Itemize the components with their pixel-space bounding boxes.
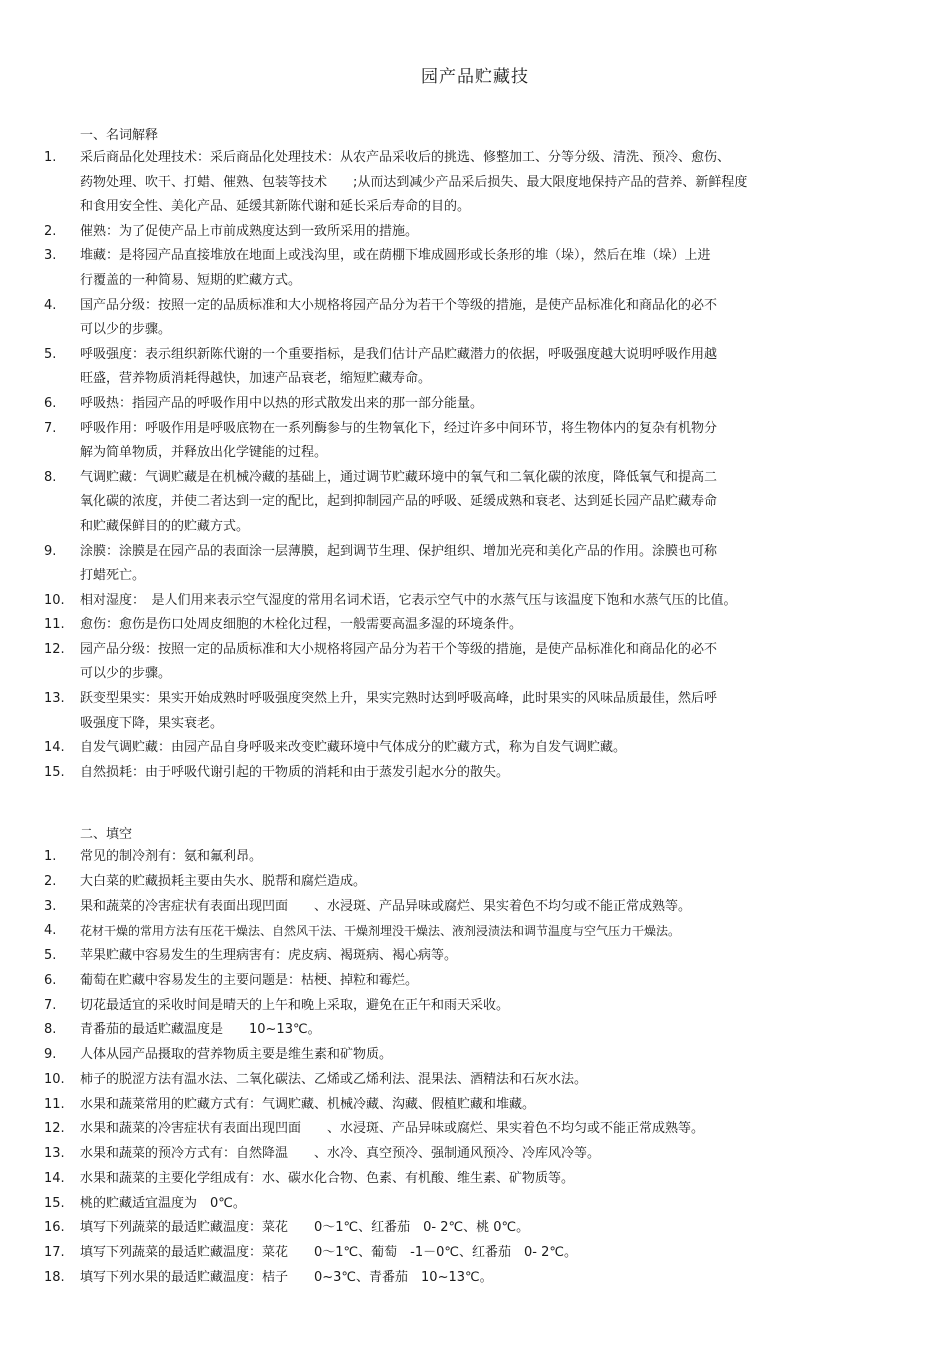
item-text: 果和蔬菜的冷害症状有表面出现凹面 、水浸斑、产品异味或腐烂、果实着色不均匀或不能正常成熟等。 [80,898,692,914]
item-number: 12. [44,641,65,657]
item-number: 9. [44,1047,57,1062]
item-text: 切花最适宜的采收时间是晴天的上午和晚上采取，避免在正午和雨天采收。 [80,997,510,1013]
item-number: 13. [44,1146,65,1161]
list-item [0,944,950,969]
item-number: 5. [44,346,57,362]
item-text: 葡萄在贮藏中容易发生的主要问题是：枯梗、掉粒和霉烂。 [80,972,419,988]
item-number: 16. [44,1220,65,1236]
item-number: 11. [44,617,65,633]
list-item [0,392,950,417]
item-line: 药物处理、吹干、打蜡、催熟、包装等技术 ;从而达到减少产品采后损失、最大限度地保持产品的营养、新鲜程度 [80,174,748,190]
item-line: 自然损耗：由于呼吸代谢引起的干物质的消耗和由于蒸发引起水分的散失。 [80,764,510,780]
section-heading-definitions: 一、名词解释 [80,128,159,143]
list-item [0,589,950,614]
list-item [0,540,950,589]
list-item [0,244,950,293]
list-item [0,736,950,761]
item-text: 水果和蔬菜常用的贮藏方式有：气调贮藏、机械冷藏、沟藏、假植贮藏和堆藏。 [80,1096,536,1112]
item-text: 填写下列蔬菜的最适贮藏温度：菜花 0～1℃、葡萄 -1－0℃、红番茄 0- 2℃。 [80,1245,577,1260]
item-number: 1. [44,150,57,165]
list-item [0,146,950,220]
item-line: 旺盛，营养物质消耗得越快，加速产品衰老，缩短贮藏寿命。 [80,371,432,387]
list-item [0,1117,950,1142]
item-number: 3. [44,248,57,264]
item-number: 6. [44,972,57,988]
list-item [0,761,950,786]
item-number: 7. [44,997,57,1013]
item-line: 打蜡死亡。 [80,568,146,584]
item-text: 苹果贮藏中容易发生的生理病害有：虎皮病、褐斑病、褐心病等。 [80,948,458,963]
definitions-list [0,146,950,785]
item-line: 堆藏：是将园产品直接堆放在地面上或浅沟里，或在荫棚下堆成圆形或长条形的堆（垛），然后在堆（垛）上进 [80,248,711,264]
item-number: 12. [44,1121,65,1137]
item-number: 15. [44,1195,65,1211]
list-item [0,919,950,944]
item-text: 填写下列蔬菜的最适贮藏温度：菜花 0～1℃、红番茄 0- 2℃、桃 0℃。 [80,1220,530,1236]
item-number: 4. [44,923,57,939]
item-line: 吸强度下降，果实衰老。 [80,715,224,731]
item-number: 3. [44,898,57,914]
item-number: 14. [44,740,65,756]
item-text: 常见的制冷剂有：氨和氟利昂。 [80,849,263,864]
item-number: 11. [44,1096,65,1112]
item-number: 10. [44,592,65,608]
item-line: 呼吸热：指园产品的呼吸作用中以热的形式散发出来的那一部分能量。 [80,395,484,411]
list-item [0,1241,950,1266]
list-item [0,994,950,1019]
item-number: 6. [44,395,57,411]
item-number: 13. [44,691,65,707]
item-line: 相对湿度： 是人们用来表示空气湿度的常用名词术语，它表示空气中的水蒸气压与该温度下饱和水蒸气压的比值。 [80,592,737,608]
item-line: 解为简单物质，并释放出化学键能的过程。 [80,445,328,461]
item-line: 行覆盖的一种简易、短期的贮藏方式。 [80,272,302,288]
item-number: 2. [44,223,57,239]
item-text: 水果和蔬菜的冷害症状有表面出现凹面 、水浸斑、产品异味或腐烂、果实着色不均匀或不能正常成熟等。 [80,1121,705,1137]
item-line: 呼吸强度：表示组织新陈代谢的一个重要指标，是我们估计产品贮藏潜力的依据，呼吸强度越大说明呼吸作用越 [80,346,718,362]
item-line: 涂膜：涂膜是在园产品的表面涂一层薄膜，起到调节生理、保护组织、增加光亮和美化产品的作用。涂膜也可称 [80,543,718,559]
item-number: 14. [44,1170,65,1186]
list-item [0,1167,950,1192]
list-item [0,1093,950,1118]
item-number: 8. [44,469,57,485]
item-line: 可以少的步骤。 [80,666,172,682]
item-line: 国产品分级：按照一定的品质标准和大小规格将园产品分为若干个等级的措施，是使产品标准化和商品化的必不 [80,297,718,313]
item-line: 氧化碳的浓度，并使二者达到一定的配比，起到抑制园产品的呼吸、延缓成熟和衰老、达到延长园产品贮藏寿命 [80,494,718,510]
item-text: 花材干燥的常用方法有压花干燥法、自然风干法、干燥剂埋没干燥法、液剂浸渍法和调节温度与空气压力干燥法。 [80,924,681,939]
item-line: 愈伤：愈伤是伤口处周皮细胞的木栓化过程，一般需要高温多湿的环境条件。 [80,617,523,633]
item-line: 呼吸作用：呼吸作用是呼吸底物在一系列酶参与的生物氧化下，经过许多中间环节，将生物体内的复杂有机物分 [80,420,718,436]
item-number: 17. [44,1245,65,1260]
list-item [0,1043,950,1068]
list-item [0,1192,950,1217]
list-item [0,294,950,343]
item-line: 和贮藏保鲜目的的贮藏方式。 [80,518,250,534]
item-line: 采后商品化处理技术：采后商品化处理技术：从农产品采收后的挑选、修整加工、分等分级、清洗、预冷、愈伤、 [80,150,731,165]
list-item [0,1216,950,1241]
list-item [0,1266,950,1291]
item-number: 4. [44,297,57,313]
section-heading-fill-in: 二、填空 [80,827,133,842]
list-item [0,895,950,920]
item-line: 和食用安全性、美化产品、延缓其新陈代谢和延长采后寿命的目的。 [80,199,471,215]
fill-in-list [0,845,950,1291]
item-text: 柿子的脱涩方法有温水法、二氧化碳法、乙烯或乙烯利法、混果法、酒精法和石灰水法。 [80,1071,588,1087]
item-number: 15. [44,764,65,780]
list-item [0,969,950,994]
item-number: 10. [44,1071,65,1087]
item-line: 自发气调贮藏：由园产品自身呼吸来改变贮藏环境中气体成分的贮藏方式，称为自发气调贮藏。 [80,740,627,756]
item-text: 水果和蔬菜的主要化学组成有：水、碳水化合物、色素、有机酸、维生素、矿物质等。 [80,1170,575,1186]
list-item [0,343,950,392]
list-item [0,220,950,245]
list-item [0,870,950,895]
list-item [0,845,950,870]
item-text: 人体从园产品摄取的营养物质主要是维生素和矿物质。 [80,1047,393,1062]
list-item [0,466,950,540]
item-number: 18. [44,1269,65,1285]
list-item [0,638,950,687]
item-number: 7. [44,420,57,436]
item-text: 大白菜的贮藏损耗主要由失水、脱帮和腐烂造成。 [80,873,367,889]
item-number: 8. [44,1022,57,1038]
list-item [0,1068,950,1093]
item-line: 跃变型果实：果实开始成熟时呼吸强度突然上升，果实完熟时达到呼吸高峰，此时果实的风味品质最佳，然后呼 [80,691,718,707]
item-line: 催熟：为了促使产品上市前成熟度达到一致所采用的措施。 [80,223,419,239]
document-title: 园产品贮藏技 [421,67,529,87]
item-text: 桃的贮藏适宜温度为 0℃。 [80,1195,246,1211]
item-text: 青番茄的最适贮藏温度是 10~13℃。 [80,1022,321,1038]
list-item [0,613,950,638]
list-item [0,1142,950,1167]
item-number: 2. [44,873,57,889]
item-text: 水果和蔬菜的预冷方式有：自然降温 、水冷、真空预冷、强制通风预冷、冷库风冷等。 [80,1146,601,1161]
item-number: 9. [44,543,57,559]
item-line: 气调贮藏：气调贮藏是在机械冷藏的基础上，通过调节贮藏环境中的氧气和二氧化碳的浓度，降低氧气和提高二 [80,469,718,485]
item-line: 可以少的步骤。 [80,322,172,338]
item-line: 园产品分级：按照一定的品质标准和大小规格将园产品分为若干个等级的措施，是使产品标准化和商品化的必不 [80,641,718,657]
item-number: 1. [44,849,57,864]
list-item [0,417,950,466]
item-text: 填写下列水果的最适贮藏温度：桔子 0~3℃、青番茄 10~13℃。 [80,1269,493,1285]
item-number: 5. [44,948,57,963]
list-item [0,687,950,736]
list-item [0,1018,950,1043]
